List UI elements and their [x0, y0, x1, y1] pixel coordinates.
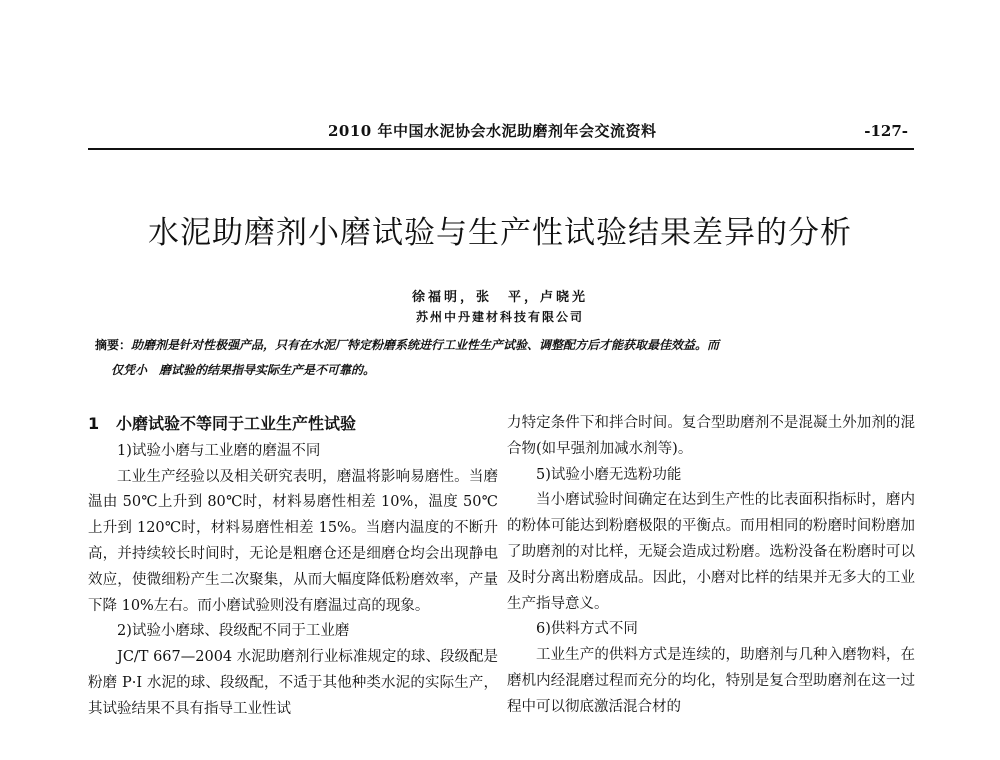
section-heading [88, 411, 498, 437]
right-column [507, 411, 915, 721]
paragraph-2: JC/T 667—2004 水泥助磨剂行业标准规定的球、段级配是粉磨 P·I 水泥的球、段级配，不适于其他种类水泥的实际生产，其试验结果不具有指导工业性试 [88, 649, 498, 717]
section-title: 小磨试验不等同于工业生产性试验 [116, 414, 357, 433]
subheading-2: 2)试验小磨球、段级配不同于工业磨 [117, 623, 350, 640]
abstract-text-1: 助磨剂是针对性极强产品，只有在水泥厂特定粉磨系统进行工业性生产试验、调整配方后才能获取最佳效益。而 [131, 338, 720, 352]
organization: 苏州中丹建材科技有限公司 [415, 310, 584, 324]
header-title: 2010 年中国水泥协会水泥助磨剂年会交流资料 [328, 122, 657, 140]
left-column [88, 411, 498, 723]
paper-title: 水泥助磨剂小磨试验与生产性试验结果差异的分析 [148, 215, 852, 251]
paragraph-6: 工业生产的供料方式是连续的，助磨剂与几种入磨物料，在磨机内经混磨过程而充分的均化，特别是复合型助磨剂在这一过程中可以彻底激活混合材的 [507, 647, 915, 715]
abstract [95, 333, 915, 383]
paragraph-0: 力特定条件下和拌合时间。复合型助磨剂不是混凝土外加剂的混合物(如早强剂加减水剂等)。 [507, 415, 915, 457]
page-number: -127- [864, 122, 908, 140]
abstract-line-1 [95, 333, 915, 358]
paragraph-5: 当小磨试验时间确定在达到生产性的比表面积指标时，磨内的粉体可能达到粉磨极限的平衡点。而用相同的粉磨时间粉磨加了助磨剂的对比样，无疑会造成过粉磨。选粉没备在粉磨时可以及时分离出粉磨成品。因此，小磨对比样的结果并无多大的工业生产指导意义。 [507, 492, 915, 612]
subheading-1: 1)试验小磨与工业磨的磨温不同 [117, 442, 321, 459]
running-header [88, 118, 914, 146]
abstract-line-2: 仅凭小 磨试验的结果指导实际生产是不可靠的。 [111, 363, 376, 377]
subheading-6: 6)供料方式不同 [536, 621, 638, 638]
section-number: 1 [88, 414, 100, 433]
subheading-5: 5)试验小磨无选粉功能 [536, 466, 682, 483]
header-rule [88, 148, 914, 150]
abstract-label: 摘要： [95, 338, 132, 352]
paragraph-1: 工业生产经验以及相关研究表明，磨温将影响易磨性。当磨温由 50℃上升到 80℃时，材料易磨性相差 10%，温度 50℃上升到 120℃时，材料易磨性相差 15%。当磨内温度的不断升高，并持续较长时间时，无论是粗磨仓还是细磨仓均会出现静电效应，使微细粉产生二次聚集，从而大幅度降低粉磨效率，产量下降 10%左右。而小磨试验则没有磨温过高的现象。 [88, 468, 498, 614]
authors: 徐福明，张 平，卢晓光 [411, 290, 588, 305]
